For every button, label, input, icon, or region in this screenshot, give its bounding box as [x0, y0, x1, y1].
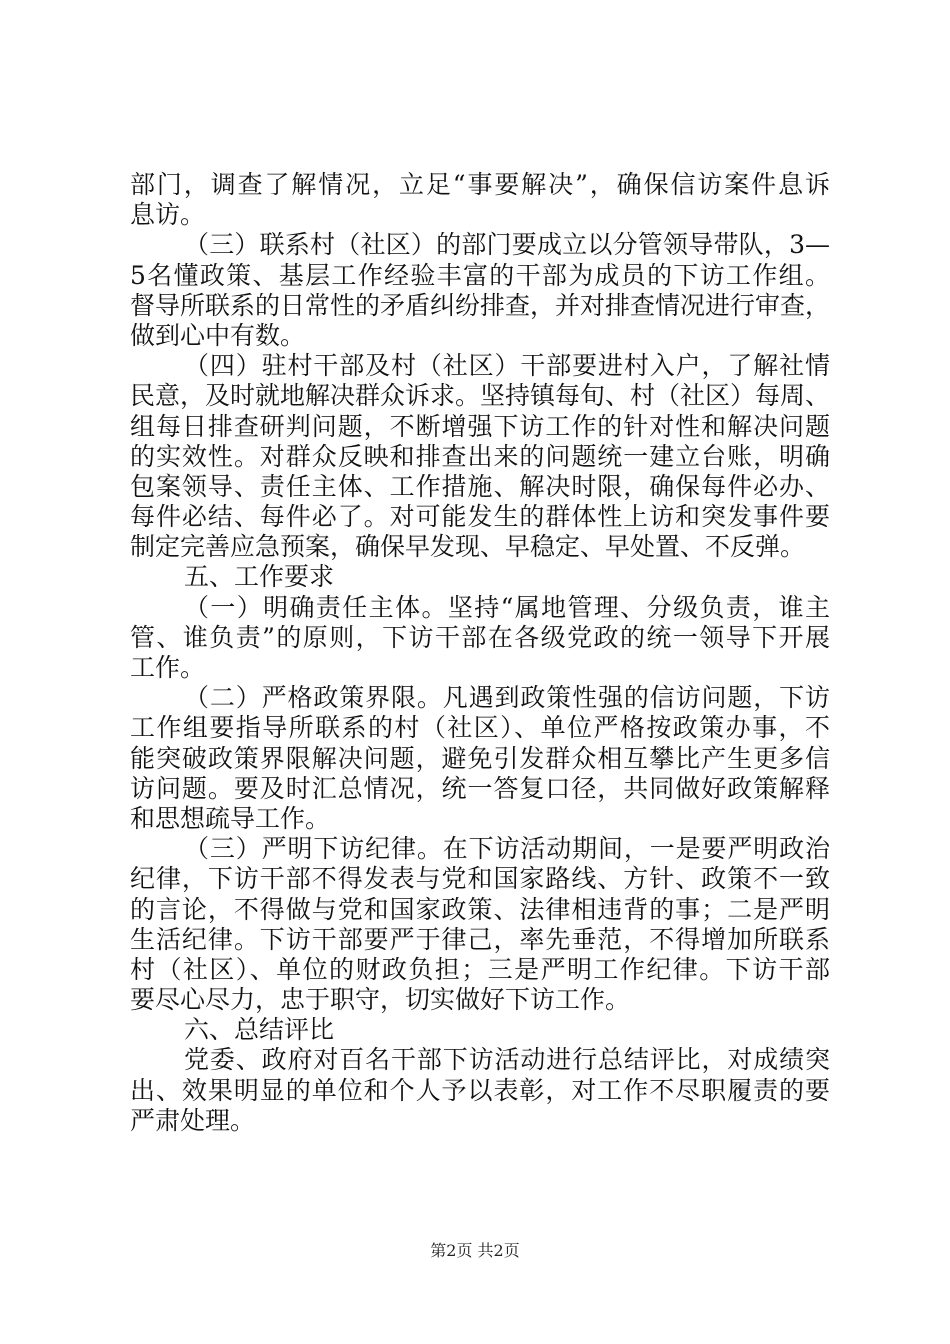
text-line: 做到心中有数。 — [130, 320, 306, 350]
text-line: 民意，及时就地解决群众诉求。坚持镇每旬、村（社区）每周、 — [130, 381, 831, 411]
text-line: 制定完善应急预案，确保早发现、早稳定、早处置、不反弹。 — [130, 532, 806, 562]
text-line: 和思想疏导工作。 — [130, 803, 331, 833]
text-line: 出、效果明显的单位和个人予以表彰，对工作不尽职履责的要 — [130, 1075, 830, 1105]
text-line: （一）明确责任主体。坚持“属地管理、分级负责，谁主 — [184, 592, 830, 622]
text-line: 管、谁负责”的原则，下访干部在各级党政的统一领导下开展 — [130, 622, 830, 652]
page-footer: 第2页 共2页 — [430, 1241, 520, 1260]
text-line: 督导所联系的日常性的矛盾纠纷排查，并对排查情况进行审查， — [130, 290, 831, 320]
text-line: 五、工作要求 — [184, 562, 335, 592]
text-line: （三）联系村（社区）的部门要成立以分管领导带队，3— — [184, 230, 830, 260]
document-body — [130, 170, 830, 1136]
text-line: 党委、政府对百名干部下访活动进行总结评比，对成绩突 — [184, 1045, 830, 1075]
text-line: 的言论，不得做与党和国家政策、法律相违背的事；二是严明 — [130, 894, 830, 924]
text-line: 要尽心尽力，忠于职守，切实做好下访工作。 — [130, 985, 631, 1015]
text-line: 部门，调查了解情况，立足“事要解决”，确保信访案件息诉 — [130, 170, 830, 199]
text-line: 工作。 — [130, 653, 206, 682]
text-line: 村（社区）、单位的财政负担；三是严明工作纪律。下访干部 — [130, 954, 830, 984]
text-line: 能突破政策界限解决问题，避免引发群众相互攀比产生更多信 — [130, 743, 830, 773]
text-line: （二）严格政策界限。凡遇到政策性强的信访问题，下访 — [184, 683, 830, 713]
text-line: 组每日排查研判问题，不断增强下访工作的针对性和解决问题 — [130, 411, 830, 441]
text-line: 5名懂政策、基层工作经验丰富的干部为成员的下访工作组。 — [130, 260, 830, 290]
text-line: （三）严明下访纪律。在下访活动期间，一是要严明政治 — [184, 834, 830, 864]
text-line: 的实效性。对群众反映和排查出来的问题统一建立台账，明确 — [130, 441, 830, 471]
text-line: 纪律，下访干部不得发表与党和国家路线、方针、政策不一致 — [130, 864, 830, 894]
text-line: 生活纪律。下访干部要严于律己，率先垂范，不得增加所联系 — [130, 924, 830, 954]
text-line: 息访。 — [130, 200, 206, 230]
text-line: 访问题。要及时汇总情况，统一答复口径，共同做好政策解释 — [130, 773, 830, 803]
text-line: 六、总结评比 — [184, 1015, 335, 1045]
text-line: 每件必结、每件必了。对可能发生的群体性上访和突发事件要 — [130, 502, 830, 532]
text-line: （四）驻村干部及村（社区）干部要进村入户，了解社情 — [184, 351, 830, 381]
text-line: 严肃处理。 — [130, 1105, 256, 1135]
text-line: 工作组要指导所联系的村（社区）、单位严格按政策办事，不 — [130, 713, 830, 743]
text-line: 包案领导、责任主体、工作措施、解决时限，确保每件必办、 — [130, 471, 830, 501]
